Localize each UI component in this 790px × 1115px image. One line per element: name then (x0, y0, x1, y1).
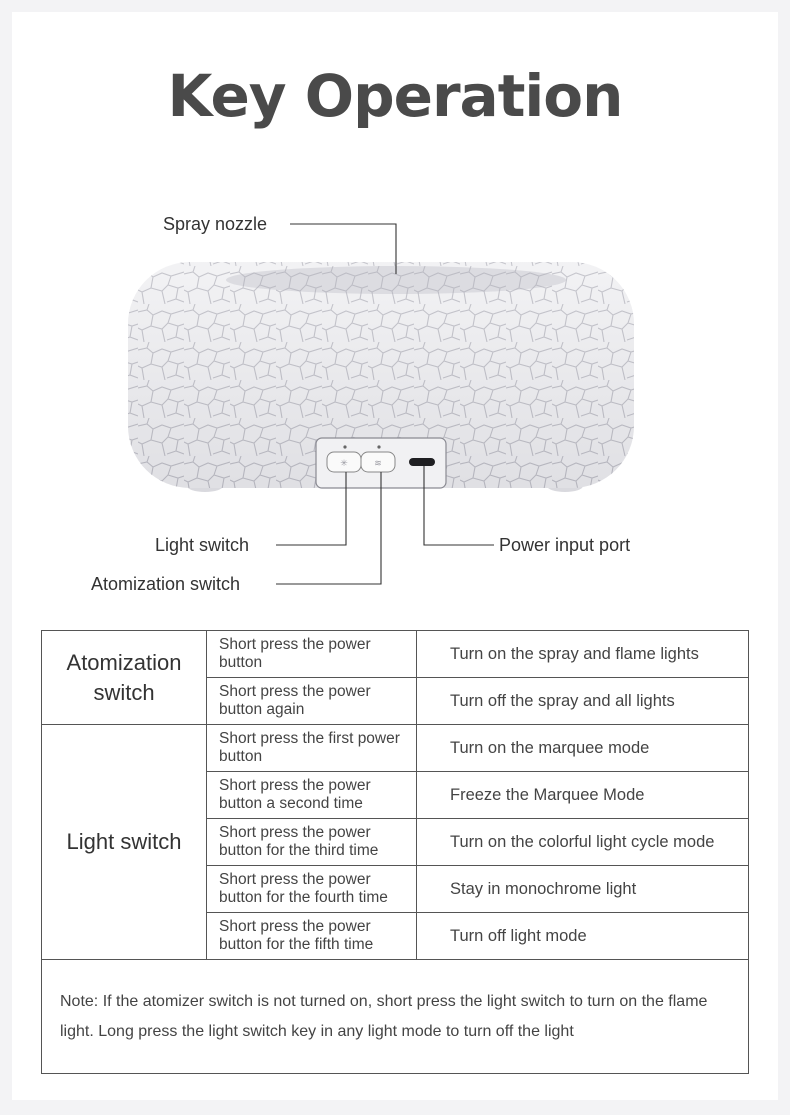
result-cell: Turn on the colorful light cycle mode (417, 819, 749, 866)
note-text: Note: If the atomizer switch is not turned on, short press the light switch to turn on the flame light. Long press the light switch key in any light mode to turn off the light (42, 960, 749, 1074)
table-row (42, 725, 749, 772)
light-icon: ✳ (340, 459, 348, 469)
callout-light-switch: Light switch (155, 535, 250, 555)
callout-atomization-switch: Atomization switch (91, 574, 241, 594)
note-row (42, 960, 749, 1074)
category-light: Light switch (42, 725, 207, 960)
result-cell: Turn on the marquee mode (417, 725, 749, 772)
power-port (409, 458, 435, 466)
operation-table (41, 630, 749, 1074)
result-cell: Turn off the spray and all lights (417, 678, 749, 725)
result-cell: Turn off light mode (417, 913, 749, 960)
table-row (42, 631, 749, 678)
result-cell: Stay in monochrome light (417, 866, 749, 913)
result-cell: Turn on the spray and flame lights (417, 631, 749, 678)
action-cell: Short press the power button again (207, 678, 417, 725)
action-cell: Short press the power button for the third time (207, 819, 417, 866)
action-cell: Short press the power button for the fourth time (207, 866, 417, 913)
action-cell: Short press the power button (207, 631, 417, 678)
action-cell: Short press the first power button (207, 725, 417, 772)
callout-power-input-port: Power input port (499, 535, 631, 555)
action-cell: Short press the power button a second time (207, 772, 417, 819)
page-title: Key Operation (167, 62, 623, 130)
result-cell: Freeze the Marquee Mode (417, 772, 749, 819)
action-cell: Short press the power button for the fifth time (207, 913, 417, 960)
callout-spray-nozzle: Spray nozzle (163, 214, 268, 234)
atomization-switch-leader (276, 472, 381, 584)
mist-icon: ≋ (374, 459, 382, 469)
category-atomization: Atomization switch (42, 631, 207, 725)
